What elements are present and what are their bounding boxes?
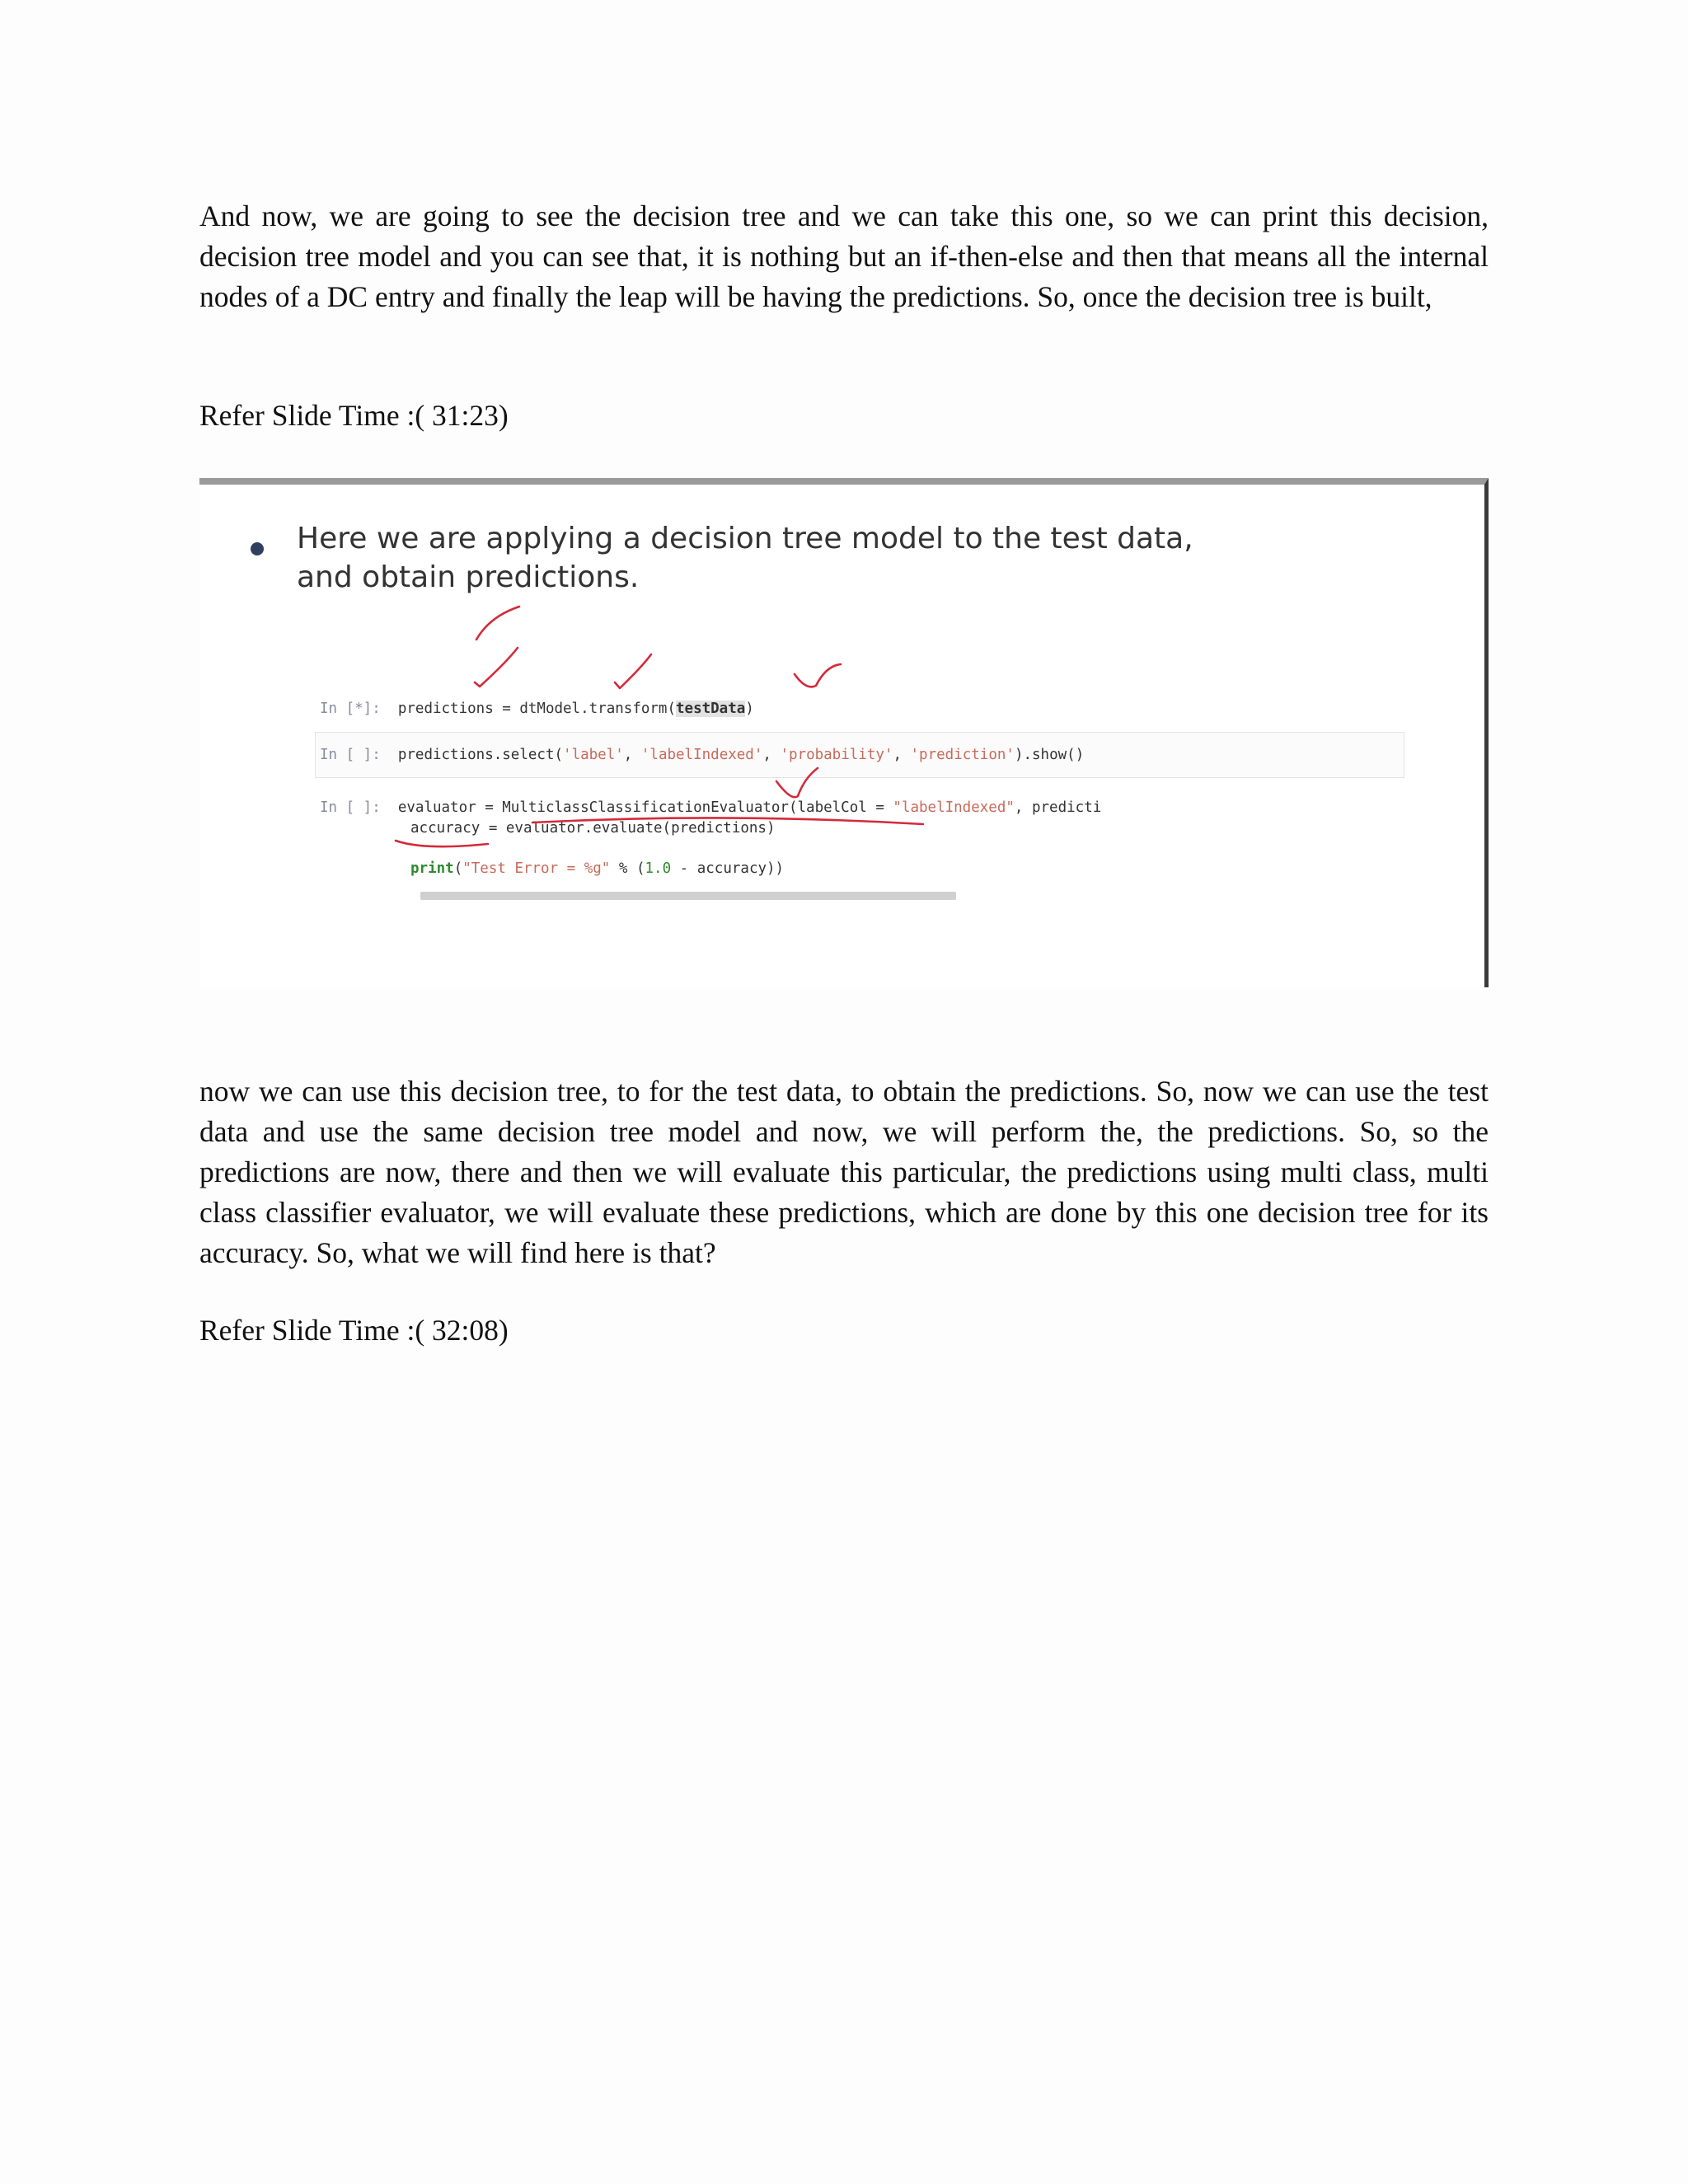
code-text: ( xyxy=(453,860,463,877)
code-string: "Test Error = %g" xyxy=(462,860,611,877)
code-text: evaluator = MulticlassClassificationEvaluator(labelCol = xyxy=(397,799,893,816)
pen-annotations xyxy=(199,485,1489,987)
checkmark-icon xyxy=(795,664,841,687)
checkmark-icon xyxy=(776,768,818,797)
checkmark-icon xyxy=(615,654,651,688)
code-text: % ( xyxy=(610,860,645,877)
code-number: 1.0 xyxy=(645,860,672,877)
checkmark-icon xyxy=(475,648,518,687)
code-text: - accuracy)) xyxy=(671,860,785,877)
code-cell-3-line-2: accuracy = evaluator.evaluate(predictions) xyxy=(410,820,776,837)
code-text: , xyxy=(762,747,781,763)
code-text: ) xyxy=(745,701,754,717)
slide-time-caption-1: Refer Slide Time :( 31:23) xyxy=(199,399,509,432)
code-string: "labelIndexed" xyxy=(893,799,1015,816)
code-highlight: testData xyxy=(676,701,746,717)
code-text: , predicti xyxy=(1014,799,1102,816)
code-string: 'label' xyxy=(563,747,624,763)
slide-time-caption-2: Refer Slide Time :( 32:08) xyxy=(199,1314,509,1347)
paragraph-2: now we can use this decision tree, to for the test data, to obtain the predictions. So, now we can use the test data and use the same decision tree model and now, we will perform the, the predictions. So, so the predictions are now, there and then we will evaluate this particular, the predictions using multi class, multi class classifier evaluator, we will evaluate these predictions, which are done by this one decision tree for its accuracy. So, what we will find here is that? xyxy=(199,1075,1489,1269)
code-string: 'prediction' xyxy=(910,747,1015,763)
code-string: 'probability' xyxy=(780,747,893,763)
cell-prompt: In [ ]: xyxy=(320,747,381,763)
bullet-line-1: Here we are applying a decision tree model to the test data, xyxy=(297,522,1193,555)
code-text: predictions = dtModel.transform( xyxy=(397,701,676,717)
bullet-line-2: and obtain predictions. xyxy=(297,560,640,594)
code-text: , xyxy=(893,747,911,763)
cell-prompt: In [ ]: xyxy=(320,799,381,816)
code-text: ).show() xyxy=(1014,747,1085,763)
underline-mark xyxy=(532,818,923,824)
code-keyword: print xyxy=(410,860,454,877)
paragraph-1: And now, we are going to see the decision tree and we can take this one, so we can print this decision, decision tree model and you can see that, it is nothing but an if-then-else and then that means all the internal nodes of a DC entry and finally the leap will be having the predictions. So, once the decision tree is built, xyxy=(199,199,1489,313)
checkmark-icon xyxy=(476,607,519,640)
cell-prompt: In [*]: xyxy=(320,701,381,717)
code-text: predictions.select( xyxy=(397,747,564,763)
code-string: 'labelIndexed' xyxy=(640,747,763,763)
underline-mark xyxy=(396,841,488,846)
code-text: , xyxy=(623,747,641,763)
slide-screenshot xyxy=(199,478,1489,987)
